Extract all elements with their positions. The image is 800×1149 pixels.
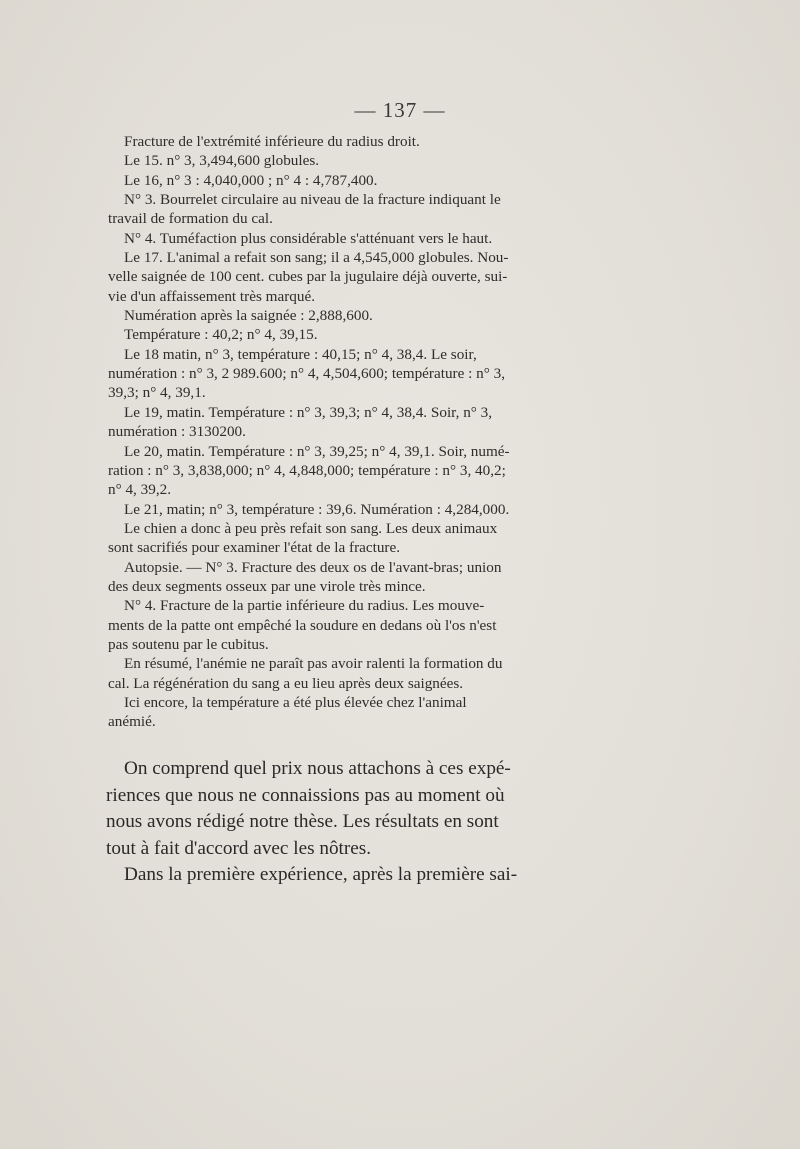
text-line: Numération après la saignée : 2,888,600. <box>124 307 373 325</box>
text-line: vie d'un affaissement très marqué. <box>108 287 315 305</box>
main-paragraph <box>106 756 572 889</box>
text-line: N° 3. Bourrelet circulaire au niveau de la fracture indiquant le <box>124 191 501 209</box>
text-line: Le chien a donc à peu près refait son sang. Les deux animaux <box>124 519 498 537</box>
text-line: Le 18 matin, n° 3, température : 40,15; n° 4, 38,4. Le soir, <box>124 345 477 363</box>
text-line: Le 20, matin. Température : n° 3, 39,25; n° 4, 39,1. Soir, numé- <box>124 442 510 460</box>
text-line: Le 21, matin; n° 3, température : 39,6. Numération : 4,284,000. <box>124 500 510 518</box>
text-line: tout à fait d'accord avec les nôtres. <box>106 837 372 859</box>
text-line: nous avons rédigé notre thèse. Les résultats en sont <box>106 811 499 833</box>
text-line: N° 4. Fracture de la partie inférieure du radius. Les mouve- <box>124 597 485 615</box>
text-line: Dans la première expérience, après la première sai- <box>124 864 518 886</box>
text-line: travail de formation du cal. <box>108 210 273 228</box>
text-line: Autopsie. — N° 3. Fracture des deux os de l'avant-bras; union <box>124 558 502 576</box>
text-line: 39,3; n° 4, 39,1. <box>108 384 206 402</box>
text-line: velle saignée de 100 cent. cubes par la jugulaire déjà ouverte, sui- <box>108 268 508 286</box>
text-line: anémié. <box>108 713 156 731</box>
text-line: sont sacrifiés pour examiner l'état de la fracture. <box>108 539 401 557</box>
text-line: On comprend quel prix nous attachons à ces expé- <box>124 758 511 779</box>
text-line: ments de la patte ont empêché la soudure en dedans où l'os n'est <box>108 616 497 634</box>
text-line: Le 15. n° 3, 3,494,600 globules. <box>124 152 320 170</box>
page-number: — 137 — <box>354 98 446 122</box>
experiment-notes <box>108 132 568 732</box>
text-line: Le 16, n° 3 : 4,040,000 ; n° 4 : 4,787,400. <box>124 171 378 189</box>
text-line: des deux segments osseux par une virole très mince. <box>108 577 426 595</box>
text-line: ration : n° 3, 3,838,000; n° 4, 4,848,000; température : n° 3, 40,2; <box>108 461 506 479</box>
text-line: En résumé, l'anémie ne paraît pas avoir ralenti la formation du <box>124 655 503 673</box>
text-line: n° 4, 39,2. <box>108 481 172 499</box>
text-line: Le 19, matin. Température : n° 3, 39,3; n° 4, 38,4. Soir, n° 3, <box>124 403 493 421</box>
text-line: numération : n° 3, 2 989.600; n° 4, 4,504,600; température : n° 3, <box>108 365 506 383</box>
text-line: Le 17. L'animal a refait son sang; il a 4,545,000 globules. Nou- <box>124 249 509 267</box>
text-line: numération : 3130200. <box>108 423 246 441</box>
text-line: Fracture de l'extrémité inférieure du radius droit. <box>124 133 420 150</box>
text-line: Ici encore, la température a été plus élevée chez l'animal <box>124 693 467 711</box>
text-line: Température : 40,2; n° 4, 39,15. <box>124 326 318 344</box>
text-line: pas soutenu par le cubitus. <box>108 635 269 653</box>
text-line: N° 4. Tuméfaction plus considérable s'atténuant vers le haut. <box>124 229 493 247</box>
text-line: riences que nous ne connaissions pas au moment où <box>106 784 505 806</box>
text-line: cal. La régénération du sang a eu lieu après deux saignées. <box>108 674 464 692</box>
